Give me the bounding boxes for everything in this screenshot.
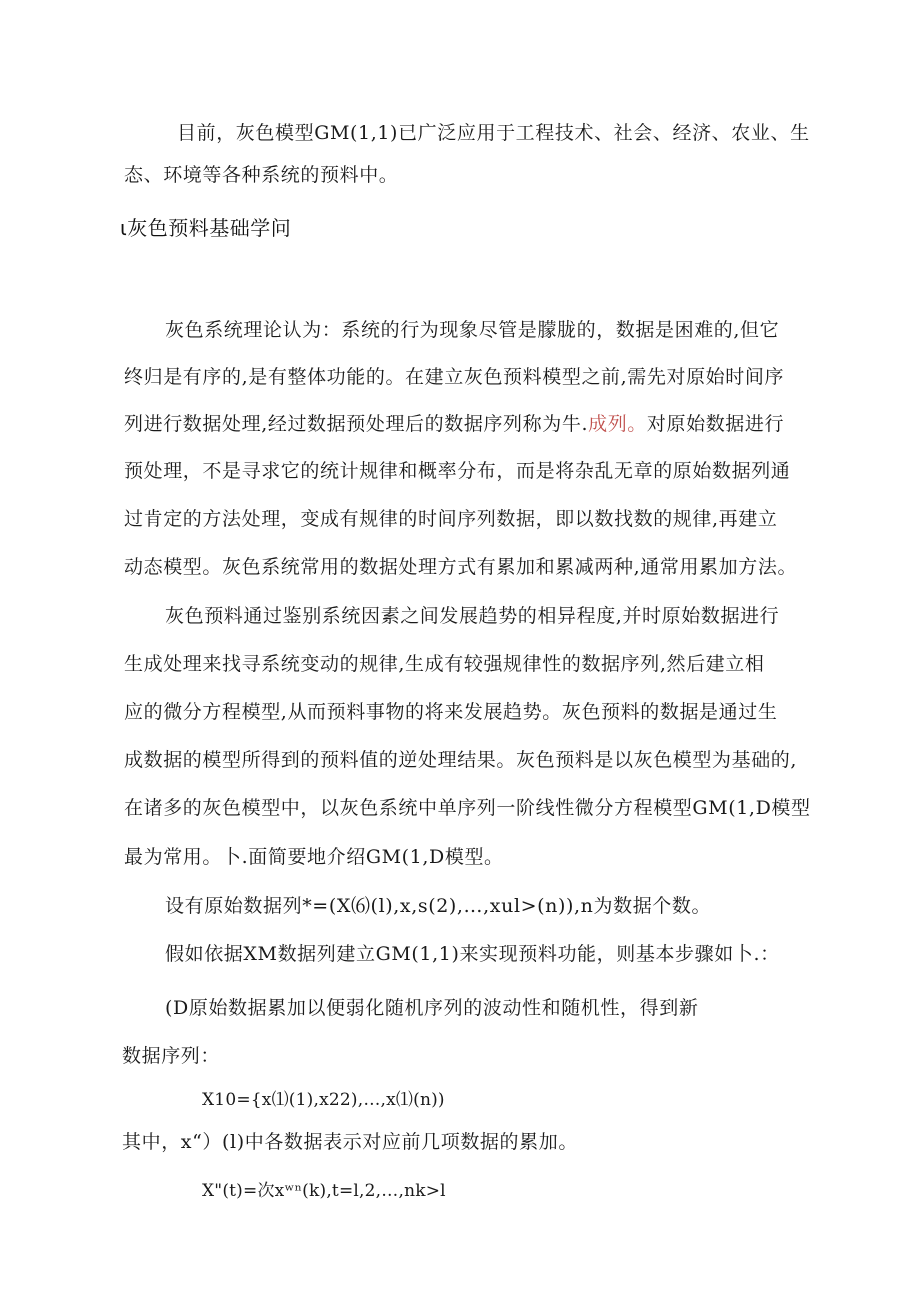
para1-line-2: 终归是有序的,是有整体功能的。在建立灰色预料模型之前,需先对原始时间序 [124, 366, 785, 388]
para4-line: 假如依据XM数据列建立GM(1,1)来实现预料功能，则基本步骤如卜.： [165, 943, 780, 965]
para1-line-4: 预处理，不是寻求它的统计规律和概率分布，而是将杂乱无章的原始数据列通 [124, 460, 791, 482]
para1-line-6: 动态模型。灰色系统常用的数据处理方式有累加和累减两种,通常用累加方法。 [124, 556, 798, 578]
para2-line-2: 生成处理来找寻系统变动的规律,生成有较强规律性的数据序列,然后建立相 [124, 653, 765, 675]
para3-line: 设有原始数据列*=(X⑹(l),x,s(2),…,xul>(n)),n为数据个数。 [165, 895, 712, 917]
para2-line-4: 成数据的模型所得到的预料值的逆处理结果。灰色预料是以灰色模型为基础的, [124, 749, 798, 771]
para1-line-5: 过肯定的方法处理，变成有规律的时间序列数据，即以数找数的规律,再建立 [124, 508, 778, 530]
para2-line-6: 最为常用。卜.面简要地介绍GM(1,D模型。 [124, 846, 504, 868]
para2-line-5: 在诸多的灰色模型中，以灰色系统中单序列一阶线性微分方程模型GM(1,D模型 [124, 797, 811, 819]
para1-line-1: 灰色系统理论认为：系统的行为现象尽管是朦胧的，数据是困难的,但它 [165, 319, 780, 341]
explain-line: 其中，x“）(l)中各数据表示对应前几项数据的累加。 [122, 1131, 578, 1153]
step1-line-2: 数据序列： [122, 1045, 221, 1067]
para2-line-1: 灰色预料通过鉴别系统因素之间发展趋势的相异程度,并时原始数据进行 [165, 605, 780, 627]
para1-line-3 [124, 412, 784, 436]
intro-line-1: 目前，灰色模型GM(1,1)已广泛应用于工程技术、社会、经济、农业、生 [177, 122, 810, 144]
formula-accumulated-series: X10={x⑴(1),x22),…,x⑴(n)) [202, 1090, 445, 1110]
step1-line-1: (D原始数据累加以便弱化随机序列的波动性和随机性，得到新 [165, 997, 699, 1019]
para1-line-3-end: 对原始数据进行 [646, 413, 785, 435]
para1-line-3-start: 列进行数据处理,经过数据预处理后的数据序列称为牛. [124, 413, 589, 435]
section-heading: ι灰色预料基础学问 [120, 216, 292, 240]
para2-line-3: 应的微分方程模型,从而预料事物的将来发展趋势。灰色预料的数据是通过生 [124, 701, 778, 723]
para1-line-3-highlight: 成列。 [588, 413, 647, 435]
formula-accumulation-sum: X"(t)=次xʷⁿ(k),t=l,2,…,nk>l [202, 1181, 446, 1201]
intro-line-2: 态、环境等各种系统的预料中。 [124, 164, 399, 186]
